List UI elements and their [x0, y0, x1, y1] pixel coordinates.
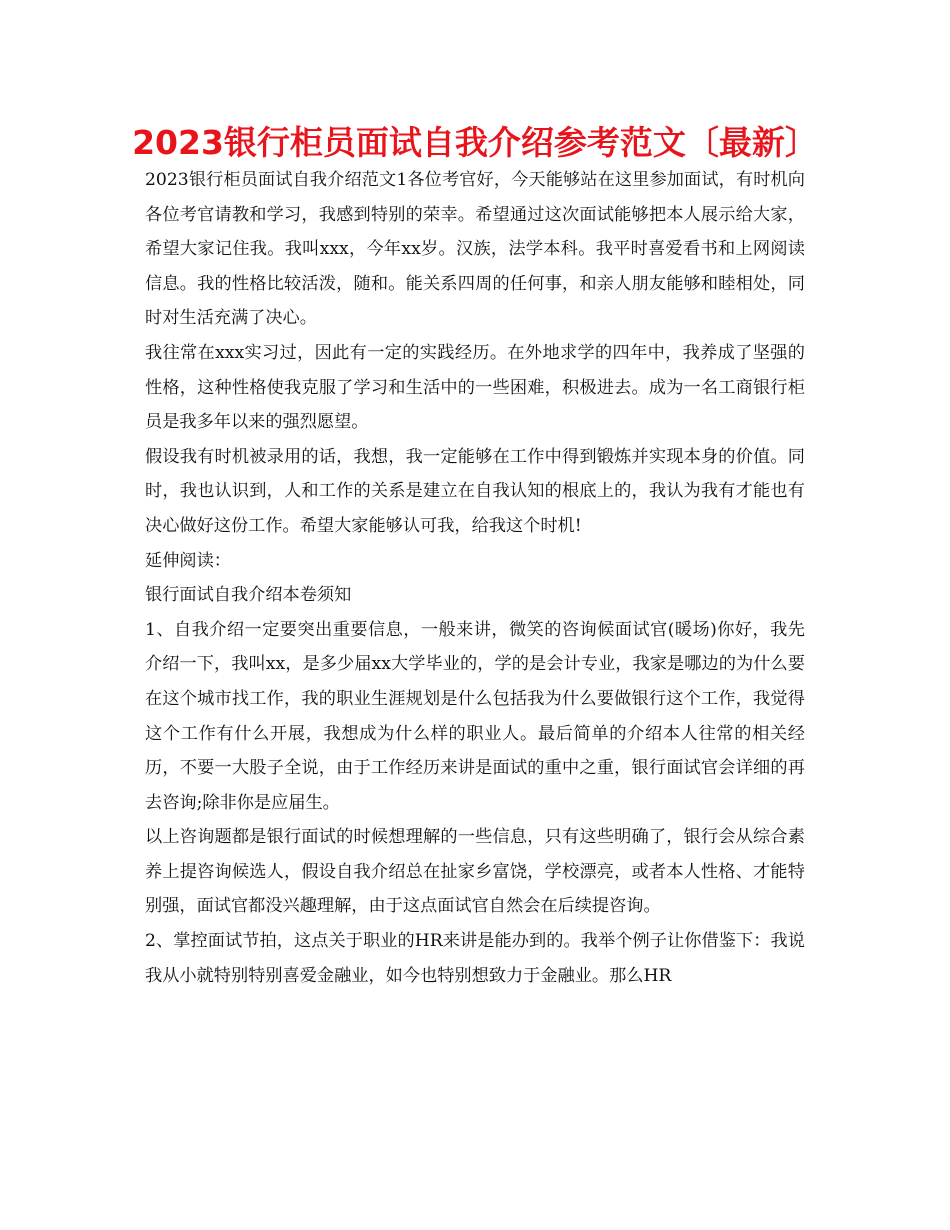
- paragraph-tip-1-explanation: 以上咨询题都是银行面试的时候想理解的一些信息，只有这些明确了，银行会从综合素养上提咨询候选人，假设自我介绍总在扯家乡富饶，学校漂亮，或者本人性格、才能特别强，面试官都没兴趣理解，由于这点面试官自然会在后续提咨询。: [145, 827, 805, 917]
- document-title: 2023银行柜员面试自我介绍参考范文〔最新〕: [132, 123, 818, 162]
- paragraph-hope: 假设我有时机被录用的话，我想，我一定能够在工作中得到锻炼并实现本身的价值。同时，我也认识到，人和工作的关系是建立在自我认知的根底上的，我认为我有才能也有决心做好这份工作。希望大家能够认可我，给我这个时机!: [145, 446, 805, 536]
- paragraph-experience: 我往常在xxx实习过，因此有一定的实践经历。在外地求学的四年中，我养成了坚强的性格，这种性格使我克服了学习和生活中的一些困难，积极进去。成为一名工商银行柜员是我多年以来的强烈愿望。: [145, 342, 805, 433]
- paragraph-tip-1: 1、自我介绍一定要突出重要信息，一般来讲，微笑的咨询候面试官(暖场)你好，我先介绍一下，我叫xx，是多少届xx大学毕业的，学的是会计专业，我家是哪边的为什么要在这个城市找工作，我的职业生涯规划是什么包括我为什么要做银行这个工作，我觉得这个工作有什么开展，我想成为什么样的职业人。最后简单的介绍本人往常的相关经历，不要一大股子全说，由于工作经历来讲是面试的重中之重，银行面试官会详细的再去咨询;除非你是应届生。: [145, 619, 805, 813]
- document-body: [145, 163, 805, 993]
- paragraph-extended-reading: 延伸阅读：: [145, 550, 231, 571]
- paragraph-notes-heading: 银行面试自我介绍本卷须知: [145, 585, 352, 606]
- paragraph-tip-2: 2、掌控面试节拍，这点关于职业的HR来讲是能办到的。我举个例子让你借鉴下：我说我从小就特别特别喜爱金融业，如今也特别想致力于金融业。那么HR: [145, 931, 805, 986]
- paragraph-intro: 2023银行柜员面试自我介绍范文1各位考官好，今天能够站在这里参加面试，有时机向各位考官请教和学习，我感到特别的荣幸。希望通过这次面试能够把本人展示给大家，希望大家记住我。我叫xxx，今年xx岁。汉族，法学本科。我平时喜爱看书和上网阅读信息。我的性格比较活泼，随和。能关系四周的任何事，和亲人朋友能够和睦相处，同时对生活充满了决心。: [145, 170, 805, 329]
